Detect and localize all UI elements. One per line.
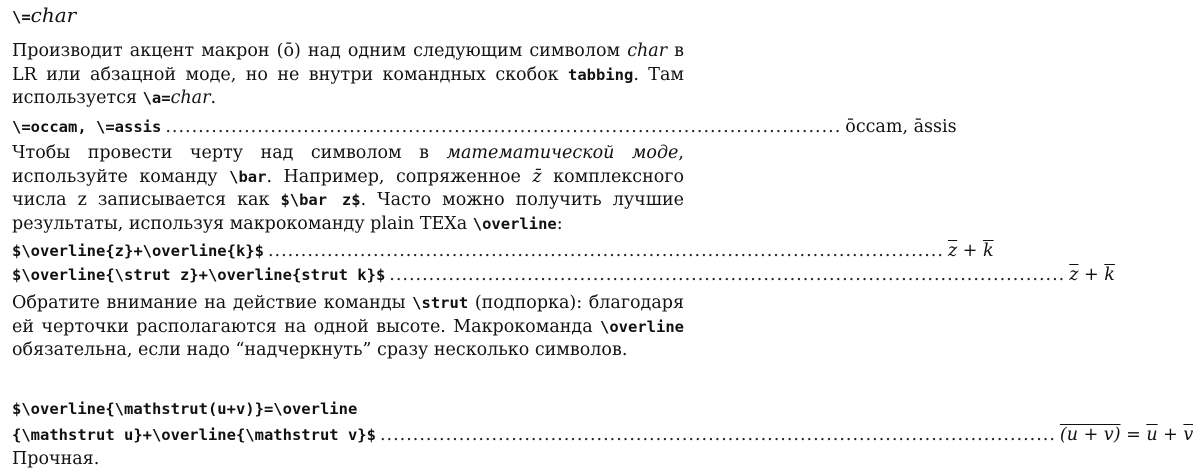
italic-run: char	[170, 88, 211, 108]
heading-argument: char	[30, 3, 77, 27]
text-run: .	[210, 88, 217, 108]
example-code: $\overline{\strut z}+\overline{strut k}$	[12, 266, 386, 284]
example-code: {\mathstrut u}+\overline{\mathstrut v}$	[12, 426, 376, 444]
example-row-strut	[12, 264, 1115, 288]
text-run: . Там используется	[12, 64, 685, 108]
dot-leader: .......................................................................................................	[267, 241, 944, 261]
text-run: Обратите внимание на действие команды	[12, 293, 413, 313]
code-run: tabbing	[568, 65, 634, 84]
text-run: обязательна, если надо “надчеркнуть” сразу несколько символов.	[12, 340, 628, 360]
math-mode-paragraph	[12, 142, 684, 236]
text-run: (подпорка): благодаря ей черточки располагаются на одной высоте. Макрокоманда	[12, 293, 684, 337]
text-run: . Например, сопряженное	[266, 166, 533, 187]
footer-note: Прочная.	[12, 449, 100, 469]
code-run: \bar	[229, 167, 267, 186]
text-run: Чтобы провести черту над символом в	[12, 143, 447, 163]
text-run: :	[556, 213, 563, 234]
heading-command: \=	[12, 8, 31, 26]
dot-leader: .......................................................................................................	[389, 265, 1066, 285]
italic-run: char	[627, 41, 668, 61]
math-run: $\overline{z}$	[947, 241, 958, 261]
dot-leader: .......................................................................................................	[165, 117, 842, 137]
example-code: \=occam, \=assis	[12, 118, 162, 136]
example-code-line: $\overline{\mathstrut(u+v)}=\overline	[12, 400, 358, 418]
math-run: $\overline{z}$	[1069, 265, 1079, 285]
math-run: $\overline{u}$	[1146, 425, 1158, 445]
example-code: $\overline{z}+\overline{k}$	[12, 242, 264, 260]
text-run: в LR или абзацной моде, но не внутри командных скобок	[12, 41, 684, 85]
code-run: $\bar z$	[280, 191, 361, 209]
example-result	[1060, 424, 1193, 448]
code-run: \overline	[472, 214, 557, 233]
text-run: Производит акцент макрон (ō) над одним следующим символом	[12, 41, 628, 61]
math-run: z̄	[532, 166, 542, 187]
example-result	[948, 240, 994, 264]
math-run: +	[1078, 265, 1105, 285]
text-run: , используйте команду	[12, 143, 684, 187]
math-run: $\overline{v}$	[1183, 425, 1193, 445]
example-row-overline	[12, 240, 994, 264]
text-run: . Часто можно получить лучшие результаты, используя макрокоманду plain TEXа	[12, 190, 684, 234]
math-run: $\overline{k}$	[1104, 265, 1115, 285]
dot-leader: .......................................................................................................	[379, 425, 1056, 445]
math-run: +	[1157, 425, 1184, 445]
example-row-mathstrut	[12, 424, 1193, 448]
text-run: комплексного числа z записывается как	[12, 166, 684, 210]
italic-run: математической моде	[446, 143, 679, 163]
math-run: (u + v)	[1059, 425, 1121, 445]
math-run: +	[957, 241, 983, 261]
strut-paragraph	[12, 292, 684, 363]
code-run: \a=	[142, 89, 171, 107]
command-heading	[12, 4, 76, 30]
code-run: \strut	[412, 294, 469, 312]
example-result: ōccam, āssis	[845, 117, 957, 137]
example-row-macron	[12, 116, 957, 140]
description-paragraph	[12, 40, 684, 111]
example-result	[1069, 264, 1115, 288]
code-run: \overline	[600, 317, 684, 336]
math-run: =	[1120, 425, 1147, 445]
math-run: $\overline{k}$	[982, 241, 994, 261]
